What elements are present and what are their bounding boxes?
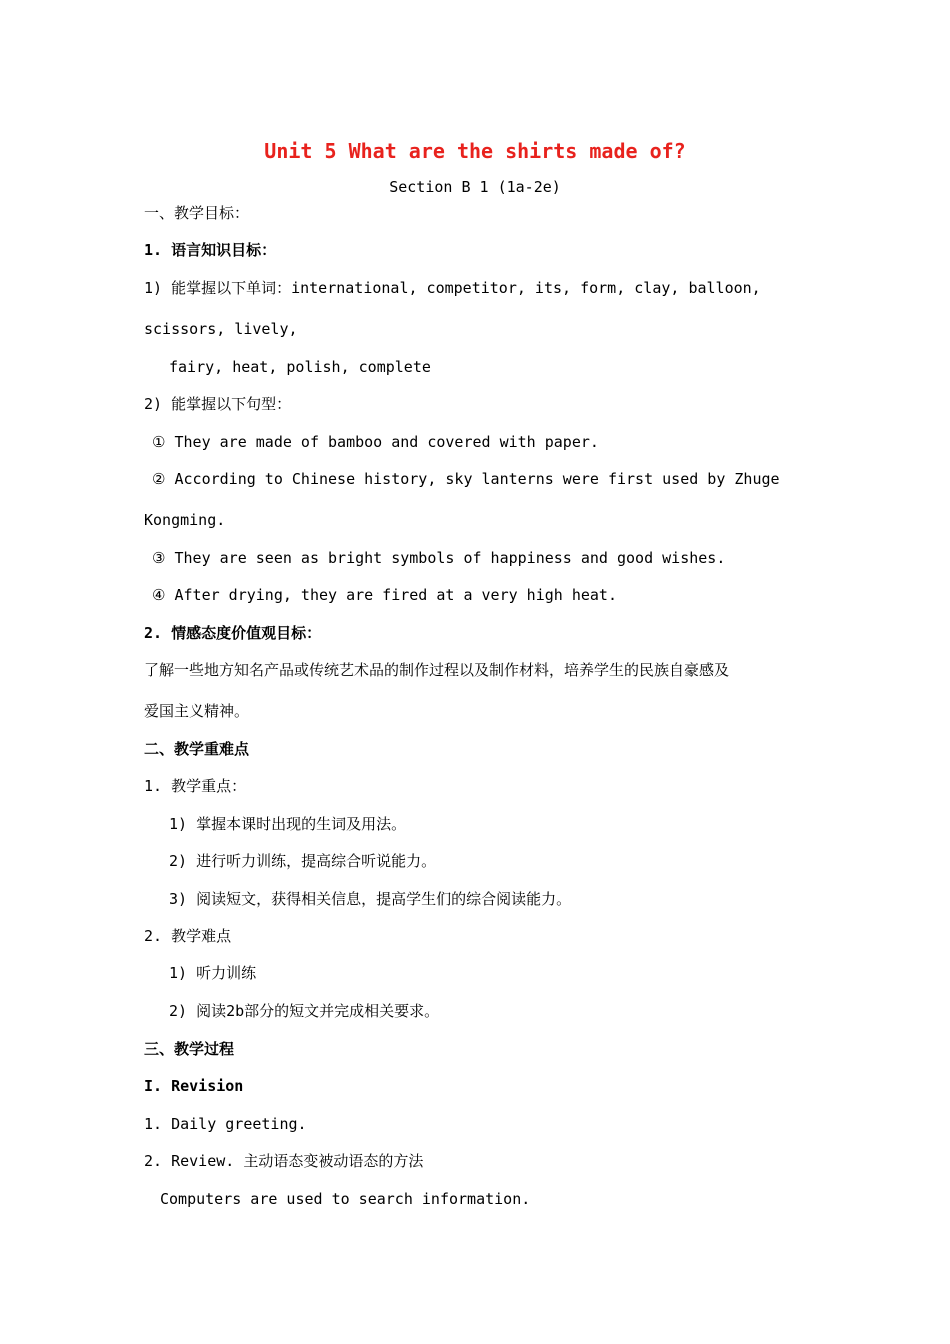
section-heading-key-points: 二、教学重难点 xyxy=(144,740,250,758)
example-sentence: Computers are used to search information. xyxy=(160,1190,531,1208)
vocab-line-1: 1) 能掌握以下单词：international, competitor, its, form, clay, balloon, xyxy=(144,279,761,297)
key-point-item: 1) 掌握本课时出现的生词及用法。 xyxy=(169,815,407,833)
sentence-2-line-1: ② According to Chinese history, sky lanterns were first used by Zhuge xyxy=(152,470,780,488)
difficulties-heading: 2. 教学难点 xyxy=(144,927,232,945)
language-goal-heading: 1. 语言知识目标： xyxy=(144,241,277,259)
sentence-1: ① They are made of bamboo and covered with paper. xyxy=(152,433,599,451)
difficulty-item: 2) 阅读2b部分的短文并完成相关要求。 xyxy=(169,1002,440,1020)
emotion-goal-heading: 2. 情感态度价值观目标： xyxy=(144,624,322,642)
page-title: Unit 5 What are the shirts made of? xyxy=(264,139,686,163)
vocab-line-2: scissors, lively, xyxy=(144,320,298,338)
key-point-item: 3) 阅读短文，获得相关信息，提高学生们的综合阅读能力。 xyxy=(169,890,572,908)
page-subtitle: Section B 1 (1a-2e) xyxy=(389,178,561,196)
section-heading-objectives: 一、教学目标： xyxy=(144,204,250,222)
key-point-item: 2) 进行听力训练，提高综合听说能力。 xyxy=(169,852,437,870)
emotion-goal-text-1: 了解一些地方知名产品或传统艺术品的制作过程以及制作材料，培养学生的民族自豪感及 xyxy=(144,661,730,679)
sentence-3: ③ They are seen as bright symbols of happiness and good wishes. xyxy=(152,549,726,567)
sentence-4: ④ After drying, they are fired at a very high heat. xyxy=(152,586,617,604)
sentence-patterns-heading: 2) 能掌握以下句型： xyxy=(144,395,292,413)
revision-heading: I. Revision xyxy=(144,1077,244,1095)
vocab-line-3: fairy, heat, polish, complete xyxy=(169,358,431,376)
section-heading-process: 三、教学过程 xyxy=(144,1040,235,1058)
step-review: 2. Review. 主动语态变被动语态的方法 xyxy=(144,1152,424,1170)
step-daily-greeting: 1. Daily greeting. xyxy=(144,1115,307,1133)
sentence-2-line-2: Kongming. xyxy=(144,511,226,529)
key-points-heading: 1. 教学重点： xyxy=(144,777,247,795)
emotion-goal-text-2: 爱国主义精神。 xyxy=(144,702,250,720)
difficulty-item: 1) 听力训练 xyxy=(169,964,257,982)
